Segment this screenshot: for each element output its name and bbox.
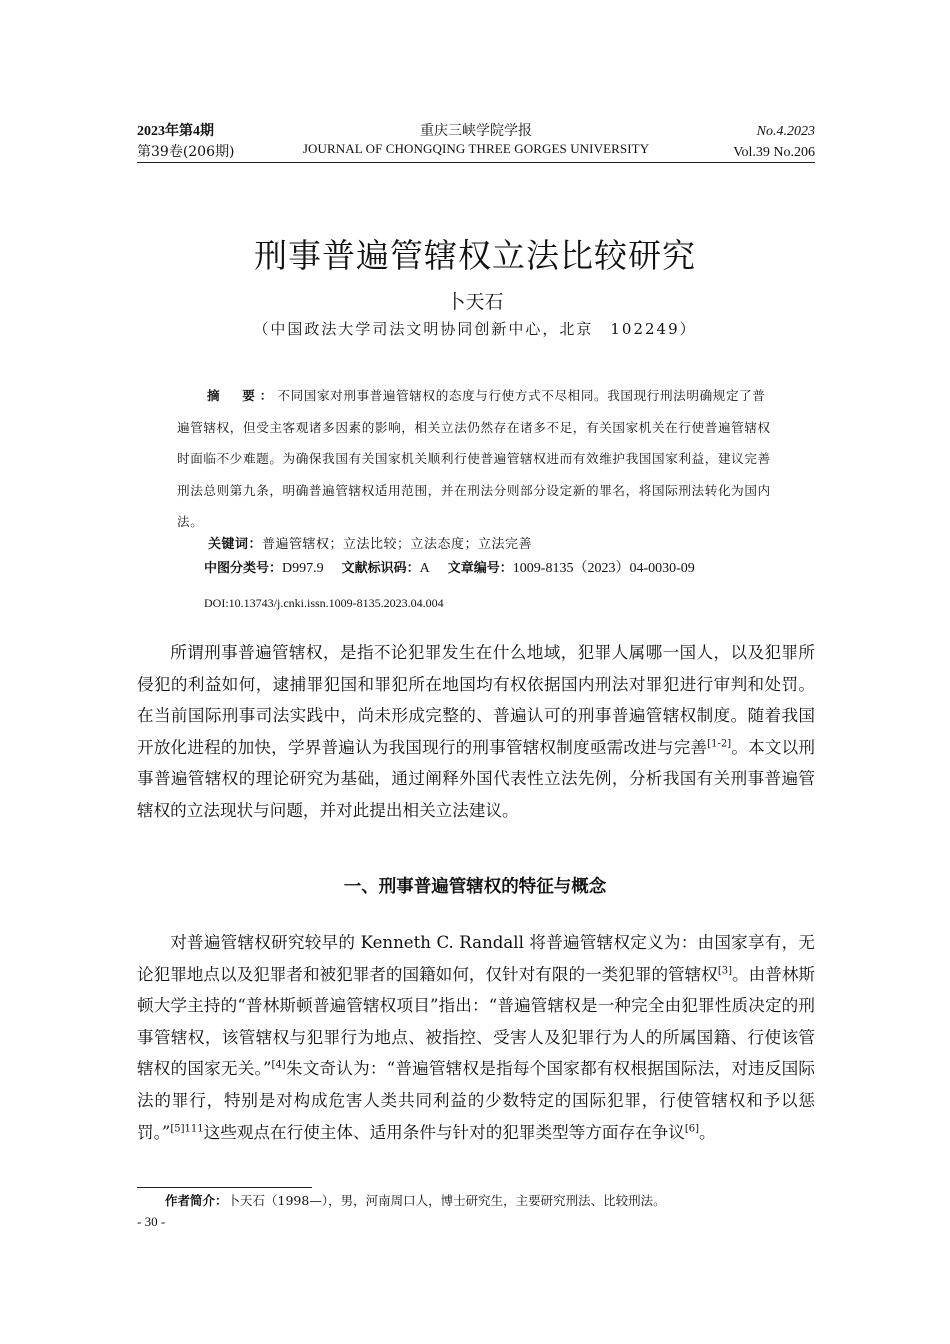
article-author: 卜天石 <box>446 291 504 313</box>
body-paragraph-2 <box>137 927 815 1148</box>
doc-code-label: 文献标识码： <box>341 561 420 576</box>
header-row-2 <box>137 141 815 161</box>
footnote-divider <box>137 1187 312 1188</box>
p2-text-c: 朱文奇认为：“普遍管辖权是指每个国家都有权根据国际法，对违反国际法的罪行，特别是对构成危害人类共同利益的少数特定的国际犯罪，行使管辖权和予以惩罚。” <box>137 1059 816 1142</box>
citation-ref: [3] <box>717 965 733 977</box>
doc-code-value: A <box>419 561 430 576</box>
author-footnote <box>165 1191 666 1209</box>
article-id-label: 文章编号： <box>447 561 513 576</box>
abstract <box>177 380 777 538</box>
header-issue-en: No.4.2023 <box>756 124 815 139</box>
keywords-text: 普遍管辖权；立法比较；立法态度；立法完善 <box>262 537 533 552</box>
keywords-label: 关键词： <box>208 537 263 552</box>
p2-text-d: 这些观点在行使主体、适用条件与针对的犯罪类型等方面存在争议 <box>203 1122 685 1142</box>
article-affiliation: （中国政法大学司法文明协同创新中心，北京 102249） <box>253 320 697 338</box>
article-title: 刑事普遍管辖权立法比较研究 <box>254 236 696 275</box>
abstract-label: 摘 要： <box>207 388 278 403</box>
p1-text-a: 所谓刑事普遍管辖权，是指不论犯罪发生在什么地域，犯罪人属哪一国人，以及犯罪所侵犯的利益如何，逮捕罪犯国和罪犯所在地国均有权依据国内刑法对罪犯进行审判和处罚。在当前国际刑事司法实践中，尚未形成完整的、普遍认可的刑事普遍管辖权制度。随着我国开放化进程的加快，学界普遍认为我国现行的刑事管辖权制度亟需改进与完善 <box>137 643 815 757</box>
keywords <box>208 533 532 552</box>
section-heading-1: 一、刑事普遍管辖权的特征与概念 <box>343 877 607 897</box>
header-volume-en: Vol.39 No.206 <box>733 145 815 160</box>
citation-ref: [4] <box>271 1059 286 1071</box>
p2-text-b: 。由普林斯顿大学主持的“普林斯顿普遍管辖权项目”指出：“普遍管辖权是一种完全由犯罪性质决定的刑事管辖权，该管辖权与犯罪行为地点、被指控、受害人及犯罪行为人的所属国籍、行使该管辖权的国家无关。” <box>137 964 816 1079</box>
doi: DOI:10.13743/j.cnki.issn.1009-8135.2023.04.004 <box>204 596 444 610</box>
p2-text-a: 对普遍管辖权研究较早的 Kenneth C. Randall 将普遍管辖权定义为：由国家享有，无论犯罪地点以及犯罪者和被犯罪者的国籍如何，仅针对有限的一类犯罪的管辖权 <box>137 933 815 984</box>
header-journal-en: JOURNAL OF CHONGQING THREE GORGES UNIVERSITY <box>302 141 650 156</box>
header-volume: 第39卷(206期) <box>137 144 235 160</box>
abstract-text: 不同国家对刑事普遍管辖权的态度与行使方式不尽相同。我国现行刑法明确规定了普遍管辖权，但受主客观诸多因素的影响，相关立法仍然存在诸多不足，有关国家机关在行使普遍管辖权时面临不少难题。为确保我国有关国家机关顺利行使普遍管辖权进而有效维护我国国家利益，建议完善刑法总则第九条，明确普遍管辖权适用范围，并在刑法分则部分设定新的罪名，将国际刑法转化为国内法。 <box>177 388 771 529</box>
footnote-label: 作者简介： <box>165 1193 228 1208</box>
clc-value: D997.9 <box>282 561 324 576</box>
classification-line <box>204 557 713 577</box>
p2-text-e: 。 <box>699 1122 716 1142</box>
header-divider <box>137 162 815 163</box>
header-row-1 <box>137 120 815 140</box>
citation-ref: [1-2] <box>707 738 732 750</box>
footnote-text: 卜天石（1998—），男，河南周口人，博士研究生，主要研究刑法、比较刑法。 <box>227 1193 666 1208</box>
article-id-value: 1009-8135（2023）04-0030-09 <box>512 561 695 576</box>
header-issue: 2023年第4期 <box>137 124 214 139</box>
page-number: - 30 - <box>137 1214 166 1229</box>
citation-ref: [6] <box>684 1123 700 1135</box>
header-journal-cn: 重庆三峡学院学报 <box>420 123 532 139</box>
citation-ref: [5]111 <box>170 1123 204 1135</box>
clc-label: 中图分类号： <box>204 561 283 576</box>
body-paragraph-1 <box>137 637 815 827</box>
p1-text-b: 。本文以刑事普遍管辖权的理论研究为基础，通过阐释外国代表性立法先例，分析我国有关刑事普遍管辖权的立法现状与问题，并对此提出相关立法建议。 <box>137 737 815 820</box>
